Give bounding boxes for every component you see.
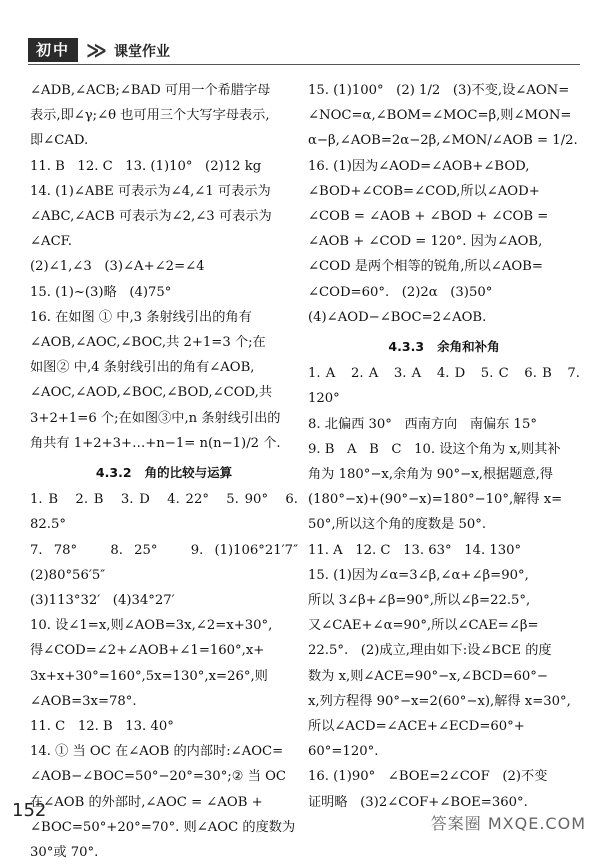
- text-line: ∠NOC=α,∠BOM=∠MOC=β,则∠MON=: [308, 108, 572, 124]
- text-line: 1. B 2. B 3. D 4. 22° 5. 90° 6. 82.5°: [30, 492, 303, 533]
- text-line: 3x+x+30°=160°,5x=130°,x=26°,则: [30, 668, 268, 684]
- text-line: 11. C 12. B 13. 40°: [30, 719, 174, 735]
- text-line: 11. A 12. C 13. 63° 14. 130°: [308, 542, 522, 558]
- text-line: 16. (1)90° ∠BOE=2∠COF (2)不变: [308, 769, 548, 785]
- watermark: 答案圈 MXQE.COM: [430, 814, 586, 833]
- text-line: ∠COD=60°. (2)2α (3)50°: [308, 284, 493, 300]
- text-line: 表示,即∠γ;∠θ 也可用三个大写字母表示,: [30, 108, 270, 124]
- section-heading: 4.3.2 角的比较与运算: [95, 465, 233, 481]
- text-line: 15. (1)~(3)略 (4)75°: [30, 284, 172, 300]
- text-line: 15. (1)100° (2) 1/2 (3)不变,设∠AON=: [308, 83, 570, 98]
- text-line: ∠AOC,∠AOD,∠BOC,∠BOD,∠COD,共: [30, 385, 273, 401]
- header-divider: [28, 64, 580, 65]
- right-column: [308, 78, 585, 815]
- text-line: 所以∠ACD=∠ACE+∠ECD=60°+: [308, 719, 525, 735]
- section-heading: 4.3.3 余角和补角: [388, 339, 500, 355]
- text-line: ∠AOB,∠AOC,∠BOC,共 2+1=3 个;在: [30, 335, 266, 351]
- text-line: 3+2+1=6 个;在如图③中,n 条射线引出的: [30, 410, 281, 426]
- text-line: 即∠CAD.: [30, 133, 89, 149]
- text-line: ∠COD 是两个相等的锐角,所以∠AOB=: [308, 259, 543, 275]
- text-line: 在∠AOB 的外部时,∠AOC = ∠AOB +: [30, 794, 263, 810]
- text-line: 15. (1)因为∠α=3∠β,∠α+∠β=90°,: [308, 567, 529, 583]
- text-line: 又∠CAE+∠α=90°,所以∠CAE=∠β=: [308, 618, 539, 634]
- text-line: 得∠COD=∠2+∠AOB+∠1=160°,x+: [30, 643, 265, 659]
- text-line: 所以 3∠β+∠β=90°,所以∠β=22.5°,: [308, 593, 531, 609]
- text-line: (4)∠AOD−∠BOC=2∠AOB.: [308, 309, 487, 325]
- text-line: 9. B A B C 10. 设这个角为 x,则其补: [308, 441, 561, 457]
- text-line: ∠BOC=50°+20°=70°. 则∠AOC 的度数为: [30, 819, 296, 835]
- text-line: 14. (1)∠ABE 可表示为∠4,∠1 可表示为: [30, 183, 271, 199]
- text-line: 证明略 (3)2∠COF+∠BOE=360°.: [308, 794, 528, 810]
- text-line: 角为 180°−x,余角为 90°−x,根据题意,得: [308, 467, 553, 483]
- text-line: ∠AOB=3x=78°.: [30, 693, 137, 709]
- text-line: 7. 78° 8. 25° 9. (1)106°21′7″ (2)80°56′5″: [30, 542, 311, 583]
- text-line: 60°=120°.: [308, 744, 379, 760]
- text-line: ∠BOD+∠COB=∠COD,所以∠AOD+: [308, 183, 540, 199]
- text-line: ∠AOB−∠BOC=50°−20°=30°;② 当 OC: [30, 769, 287, 785]
- text-line: 16. 在如图 ① 中,3 条射线引出的角有: [30, 309, 252, 325]
- text-line: 22.5°. (2)成立,理由如下:设∠BCE 的度: [308, 643, 552, 659]
- text-line: ∠ADB,∠ACB;∠BAD 可用一个希腊字母: [30, 83, 271, 98]
- text-line: ∠ABC,∠ACB 可表示为∠2,∠3 可表示为: [30, 209, 272, 225]
- header-title: 课堂作业: [114, 44, 170, 60]
- text-line: 16. (1)因为∠AOD=∠AOB+∠BOD,: [308, 158, 530, 174]
- text-line: 11. B 12. C 13. (1)10° (2)12 kg: [30, 158, 262, 174]
- chevron-icon: ≫: [86, 38, 107, 62]
- text-line: (3)113°32′ (4)34°27′: [30, 593, 175, 609]
- text-line: 8. 北偏西 30° 西南方向 南偏东 15°: [308, 416, 537, 432]
- text-line: 50°,所以这个角的度数是 50°.: [308, 517, 487, 533]
- left-column: [30, 78, 311, 865]
- text-line: 数为 x,则∠ACE=90°−x,∠BCD=60°−: [308, 668, 548, 684]
- text-line: 14. ① 当 OC 在∠AOB 的内部时:∠AOC=: [30, 744, 284, 760]
- text-line: x,列方程得 90°−x=2(60°−x),解得 x=30°,: [308, 693, 571, 709]
- text-line: ∠ACF.: [30, 234, 72, 250]
- page-header: [28, 36, 580, 66]
- text-line: 角共有 1+2+3+…+n−1= n(n−1)/2 个.: [30, 435, 281, 451]
- page-number: 152: [12, 800, 47, 821]
- text-line: 10. 设∠1=x,则∠AOB=3x,∠2=x+30°,: [30, 618, 273, 634]
- grade-badge: 初中: [28, 38, 78, 62]
- text-line: ∠COB = ∠AOB + ∠BOD + ∠COB =: [308, 209, 549, 225]
- text-line: ∠AOB + ∠COD = 120°. 因为∠AOB,: [308, 234, 543, 250]
- text-line: (180°−x)+(90°−x)=180°−10°,解得 x=: [308, 492, 563, 508]
- text-line: (2)∠1,∠3 (3)∠A+∠2=∠4: [30, 259, 205, 275]
- text-line: α−β,∠AOB=2α−2β,∠MON/∠AOB = 1/2.: [308, 133, 578, 149]
- text-line: 30°或 70°.: [30, 845, 99, 861]
- text-line: 如图② 中,4 条射线引出的角有∠AOB,: [30, 360, 255, 376]
- text-line: 1. A 2. A 3. A 4. D 5. C 6. B 7. 120°: [308, 366, 585, 407]
